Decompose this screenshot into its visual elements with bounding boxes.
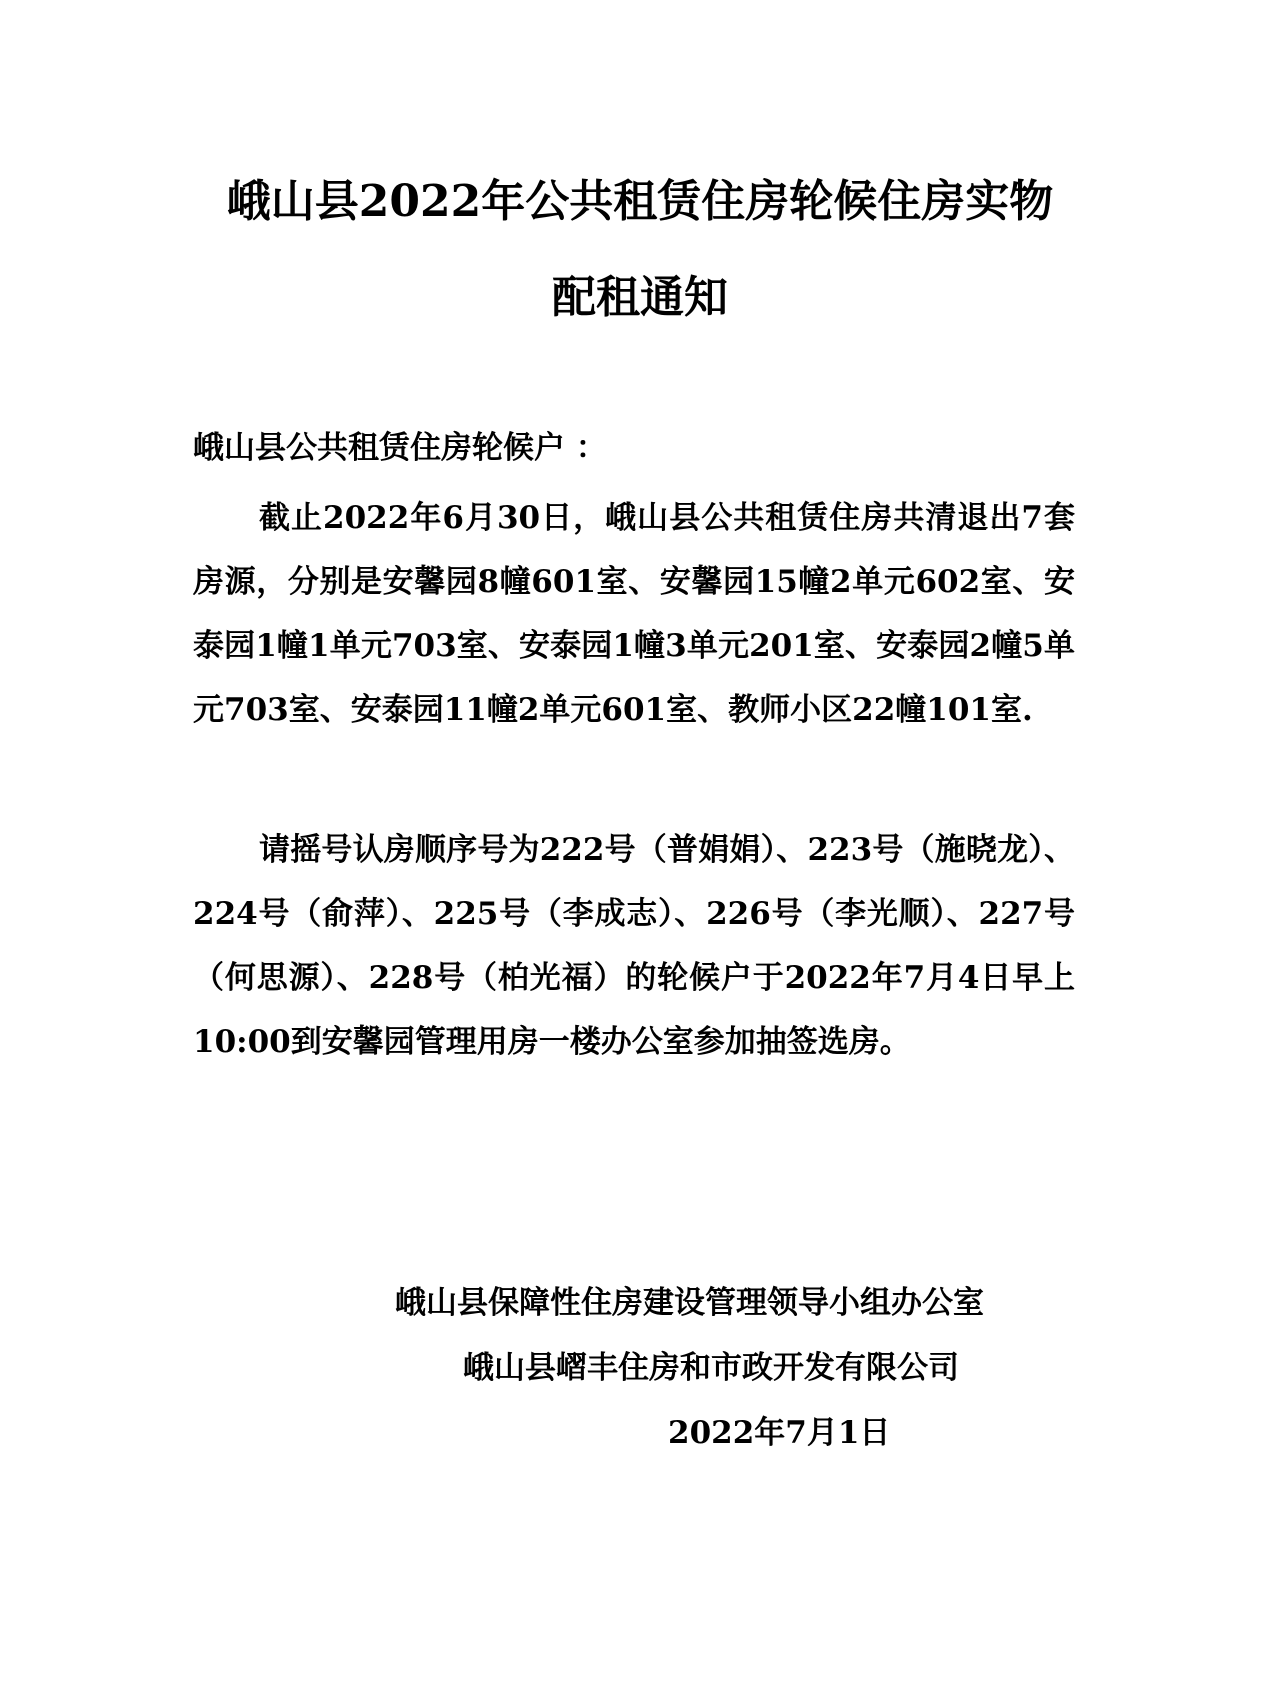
- signature-org-2: 峨山县嶍丰住房和市政开发有限公司: [463, 1350, 959, 1386]
- paragraph-vacated-housing: 截止2022年6月30日，峨山县公共租赁住房共清退出7套房源，分别是安馨园8幢601室、安馨园15幢2单元602室、安泰园1幢1单元703室、安泰园1幢3单元201室、安泰园2幢5单元703室、安泰园11幢2单元601室、教师小区22幢101室.: [193, 500, 1075, 728]
- paragraph-lottery-notice: 请摇号认房顺序号为222号（普娟娟）、223号（施晓龙）、224号（俞萍）、225号（李成志）、226号（李光顺）、227号（何思源）、228号（柏光福）的轮候户于2022年7月4日早上10:00到安馨园管理用房一楼办公室参加抽签选房。: [193, 832, 1075, 1060]
- document-title-line2: 配租通知: [552, 272, 728, 323]
- signature-date: 2022年7月1日: [668, 1415, 891, 1451]
- greeting: 峨山县公共租赁住房轮候户 ：: [193, 430, 607, 466]
- signature-org-1: 峨山县保障性住房建设管理领导小组办公室: [395, 1285, 984, 1321]
- document-title-line1: 峨山县2022年公共租赁住房轮候住房实物: [226, 176, 1054, 227]
